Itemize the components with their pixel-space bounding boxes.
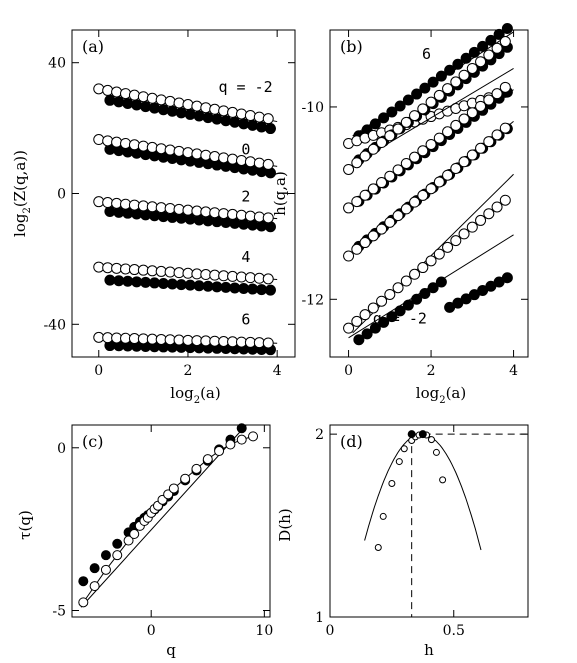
- data-point-open: [410, 152, 420, 162]
- data-point-open: [467, 222, 477, 232]
- spectrum-curve: [365, 434, 481, 550]
- data-point-filled: [141, 102, 151, 112]
- data-point-open: [426, 184, 436, 194]
- y-tick-label: 2: [315, 427, 324, 444]
- data-point-filled: [419, 431, 426, 438]
- data-point-open: [147, 142, 157, 152]
- data-point-filled: [79, 577, 88, 586]
- data-point-filled: [221, 116, 231, 126]
- data-point-open: [201, 103, 211, 113]
- data-point-filled: [167, 106, 177, 116]
- data-point-open: [377, 178, 387, 188]
- data-point-open: [434, 249, 444, 259]
- data-point-open: [121, 89, 131, 99]
- y-tick-label: -5: [52, 603, 66, 620]
- data-point-open: [192, 149, 202, 159]
- x-tick-label: 2: [183, 363, 193, 379]
- data-point-filled: [176, 108, 186, 118]
- data-point-open: [389, 481, 395, 487]
- y-tick-label: 0: [57, 440, 66, 457]
- x-axis-title: h: [424, 641, 434, 659]
- y-axis-title: τ(q): [16, 510, 34, 540]
- q-value-label: 6: [422, 44, 432, 63]
- data-point-filled: [408, 431, 415, 438]
- data-point-open: [380, 513, 386, 519]
- data-point-open: [169, 484, 178, 493]
- data-point-open: [396, 459, 402, 465]
- data-point-open: [434, 90, 444, 100]
- data-point-open: [459, 70, 469, 80]
- ylabel-title-rest: (Z(q,a)): [11, 150, 29, 208]
- plot-frame: [72, 425, 270, 617]
- data-point-open: [263, 114, 273, 124]
- data-point-open: [130, 530, 139, 539]
- data-point-open: [410, 111, 420, 121]
- data-point-open: [263, 274, 273, 284]
- data-point-open: [344, 164, 354, 174]
- data-point-open: [451, 163, 461, 173]
- data-point-open: [103, 136, 113, 146]
- y-axis-title: D(h): [276, 508, 294, 542]
- y-tick-label: 0: [57, 186, 66, 203]
- data-point-filled: [194, 111, 204, 121]
- y-tick-label: -12: [301, 292, 324, 309]
- data-point-open: [500, 195, 510, 205]
- data-point-open: [245, 157, 255, 167]
- data-point-filled: [265, 222, 275, 232]
- data-point-open: [476, 143, 486, 153]
- y-tick-label: 40: [48, 55, 66, 72]
- panel-label: (a): [82, 37, 105, 56]
- q-value-label: 0: [241, 140, 251, 159]
- data-point-open: [165, 96, 175, 106]
- data-point-open: [476, 215, 486, 225]
- data-point-open: [245, 111, 255, 121]
- data-point-open: [484, 95, 494, 105]
- y-tick-label: -10: [301, 99, 324, 116]
- y-tick-label: 1: [315, 610, 324, 626]
- data-point-open: [401, 158, 411, 168]
- data-point-open: [476, 57, 486, 67]
- xlabel-title-base: log: [170, 384, 194, 402]
- data-point-open: [201, 150, 211, 160]
- data-point-open: [443, 127, 453, 137]
- data-point-open: [393, 211, 403, 221]
- data-point-filled: [239, 119, 249, 129]
- data-point-open: [484, 209, 494, 219]
- data-point-open: [393, 124, 403, 134]
- data-point-open: [500, 37, 510, 47]
- data-point-open: [418, 263, 428, 273]
- data-point-filled: [185, 109, 195, 119]
- data-point-open: [467, 63, 477, 73]
- q-value-label: 2: [241, 187, 251, 206]
- data-point-open: [492, 43, 502, 53]
- data-point-open: [385, 217, 395, 227]
- data-point-open: [401, 204, 411, 214]
- data-point-open: [165, 145, 175, 155]
- data-point-filled: [212, 114, 222, 124]
- ylabel-title-subscript: 2: [22, 207, 33, 214]
- data-point-open: [254, 112, 264, 122]
- data-point-open: [467, 150, 477, 160]
- data-point-open: [112, 137, 122, 147]
- x-tick-label: 0: [146, 623, 156, 639]
- x-tick-label: 0: [94, 363, 104, 379]
- data-point-filled: [502, 273, 512, 283]
- data-point-open: [426, 139, 436, 149]
- y-tick-label: -40: [43, 317, 66, 334]
- data-point-open: [174, 98, 184, 108]
- data-point-open: [138, 141, 148, 151]
- x-tick-label: 4: [272, 363, 282, 379]
- data-point-open: [360, 151, 370, 161]
- data-point-open: [375, 545, 381, 551]
- data-point-open: [368, 231, 378, 241]
- data-point-filled: [158, 105, 168, 115]
- data-point-open: [360, 190, 370, 200]
- data-point-filled: [203, 113, 213, 123]
- x-tick-label: 10: [255, 623, 274, 639]
- data-point-open: [401, 276, 411, 286]
- data-point-open: [368, 144, 378, 154]
- open-series-curve: [83, 436, 253, 602]
- data-point-open: [344, 323, 354, 333]
- data-point-filled: [265, 124, 275, 134]
- data-point-open: [368, 184, 378, 194]
- data-point-open: [263, 159, 273, 169]
- data-point-filled: [123, 98, 133, 108]
- data-point-filled: [265, 285, 275, 295]
- data-point-open: [129, 90, 139, 100]
- data-point-open: [129, 140, 139, 150]
- data-point-open: [418, 190, 428, 200]
- data-point-open: [237, 435, 246, 444]
- data-point-open: [401, 446, 407, 452]
- data-point-open: [147, 93, 157, 103]
- data-point-open: [492, 89, 502, 99]
- data-point-open: [210, 152, 220, 162]
- data-point-open: [467, 108, 477, 118]
- data-point-open: [434, 133, 444, 143]
- plot-frame: [330, 425, 528, 617]
- data-point-open: [228, 154, 238, 164]
- data-point-open: [451, 236, 461, 246]
- data-point-open: [393, 165, 403, 175]
- xlabel-title: [416, 384, 466, 406]
- data-point-open: [433, 449, 439, 455]
- x-tick-label: 0: [325, 623, 335, 639]
- data-point-open: [203, 455, 212, 464]
- data-point-open: [440, 477, 446, 483]
- data-point-filled: [230, 117, 240, 127]
- y-axis-title: h(q,a): [271, 171, 289, 216]
- data-point-open: [443, 84, 453, 94]
- data-point-open: [352, 158, 362, 168]
- data-point-open: [360, 310, 370, 320]
- xlabel-title-rest: (a): [200, 384, 221, 402]
- data-point-open: [443, 170, 453, 180]
- q-value-label: 6: [241, 310, 251, 329]
- data-point-open: [352, 316, 362, 326]
- q-value-label: q = -2: [218, 78, 273, 97]
- xlabel-title-base: log: [415, 384, 440, 402]
- data-point-open: [401, 117, 411, 127]
- data-point-open: [451, 120, 461, 130]
- data-point-open: [443, 242, 453, 252]
- data-point-open: [385, 171, 395, 181]
- data-point-open: [476, 101, 486, 111]
- ylabel-title-base: log: [11, 213, 29, 237]
- data-point-open: [121, 138, 131, 148]
- data-point-open: [377, 224, 387, 234]
- data-point-open: [192, 101, 202, 111]
- data-point-open: [219, 106, 229, 116]
- data-point-open: [236, 109, 246, 119]
- data-point-open: [410, 197, 420, 207]
- ylabel-title: [11, 150, 33, 237]
- data-point-open: [90, 582, 99, 591]
- data-point-open: [352, 197, 362, 207]
- data-point-filled: [105, 95, 115, 105]
- data-point-open: [249, 432, 258, 441]
- data-point-open: [352, 244, 362, 254]
- data-point-open: [210, 104, 220, 114]
- data-point-open: [174, 146, 184, 156]
- data-point-open: [459, 114, 469, 124]
- data-point-open: [344, 203, 354, 213]
- data-point-open: [459, 157, 469, 167]
- data-point-open: [459, 229, 469, 239]
- data-point-open: [138, 92, 148, 102]
- data-point-open: [451, 77, 461, 87]
- data-point-open: [112, 87, 122, 97]
- data-point-open: [254, 158, 264, 168]
- data-point-open: [426, 256, 436, 266]
- xlabel-title-subscript: 2: [193, 395, 201, 406]
- data-point-open: [113, 551, 122, 560]
- x-tick-label: 0.5: [442, 623, 465, 639]
- data-point-open: [103, 85, 113, 95]
- q-value-label: q = -2: [372, 309, 427, 328]
- data-point-open: [226, 440, 235, 449]
- data-point-open: [156, 144, 166, 154]
- data-point-open: [192, 464, 201, 473]
- x-tick-label: 2: [426, 363, 436, 379]
- data-point-open: [156, 95, 166, 105]
- xlabel-title-rest: (a): [445, 384, 467, 402]
- data-point-filled: [248, 120, 258, 130]
- panel-label: (c): [82, 432, 104, 451]
- data-point-open: [263, 338, 273, 348]
- data-point-filled: [132, 100, 142, 110]
- data-point-open: [183, 100, 193, 110]
- data-point-open: [181, 474, 190, 483]
- data-point-filled: [150, 103, 160, 113]
- data-point-open: [426, 97, 436, 107]
- data-point-open: [101, 565, 110, 574]
- data-point-open: [79, 598, 88, 607]
- x-axis-title: q: [166, 641, 176, 659]
- data-point-open: [410, 269, 420, 279]
- xlabel-title: [170, 384, 220, 406]
- panel-label: (d): [340, 432, 363, 451]
- q-value-label: 4: [241, 248, 251, 267]
- data-point-open: [228, 107, 238, 117]
- data-point-open: [393, 283, 403, 293]
- data-point-filled: [502, 23, 512, 33]
- data-point-open: [492, 202, 502, 212]
- data-point-open: [377, 296, 387, 306]
- data-point-filled: [237, 424, 246, 433]
- data-point-filled: [114, 97, 124, 107]
- data-point-open: [385, 131, 395, 141]
- data-point-open: [94, 135, 104, 145]
- data-point-filled: [257, 122, 267, 132]
- data-point-open: [418, 146, 428, 156]
- data-point-open: [428, 437, 434, 443]
- data-point-open: [492, 130, 502, 140]
- x-tick-label: 4: [509, 363, 519, 379]
- panel-label: (b): [340, 37, 363, 56]
- data-point-open: [183, 148, 193, 158]
- data-point-filled: [113, 539, 122, 548]
- data-point-open: [344, 251, 354, 261]
- data-point-filled: [101, 551, 110, 560]
- xlabel-title-subscript: 2: [439, 395, 446, 406]
- data-point-open: [219, 153, 229, 163]
- data-point-open: [484, 50, 494, 60]
- data-point-open: [360, 238, 370, 248]
- data-point-open: [377, 138, 387, 148]
- x-tick-label: 0: [344, 363, 354, 379]
- data-point-open: [484, 137, 494, 147]
- data-point-open: [500, 123, 510, 133]
- data-point-open: [418, 104, 428, 114]
- data-point-open: [94, 84, 104, 94]
- data-point-open: [215, 447, 224, 456]
- data-point-open: [500, 82, 510, 92]
- data-point-filled: [90, 564, 99, 573]
- data-point-open: [434, 177, 444, 187]
- data-point-open: [385, 289, 395, 299]
